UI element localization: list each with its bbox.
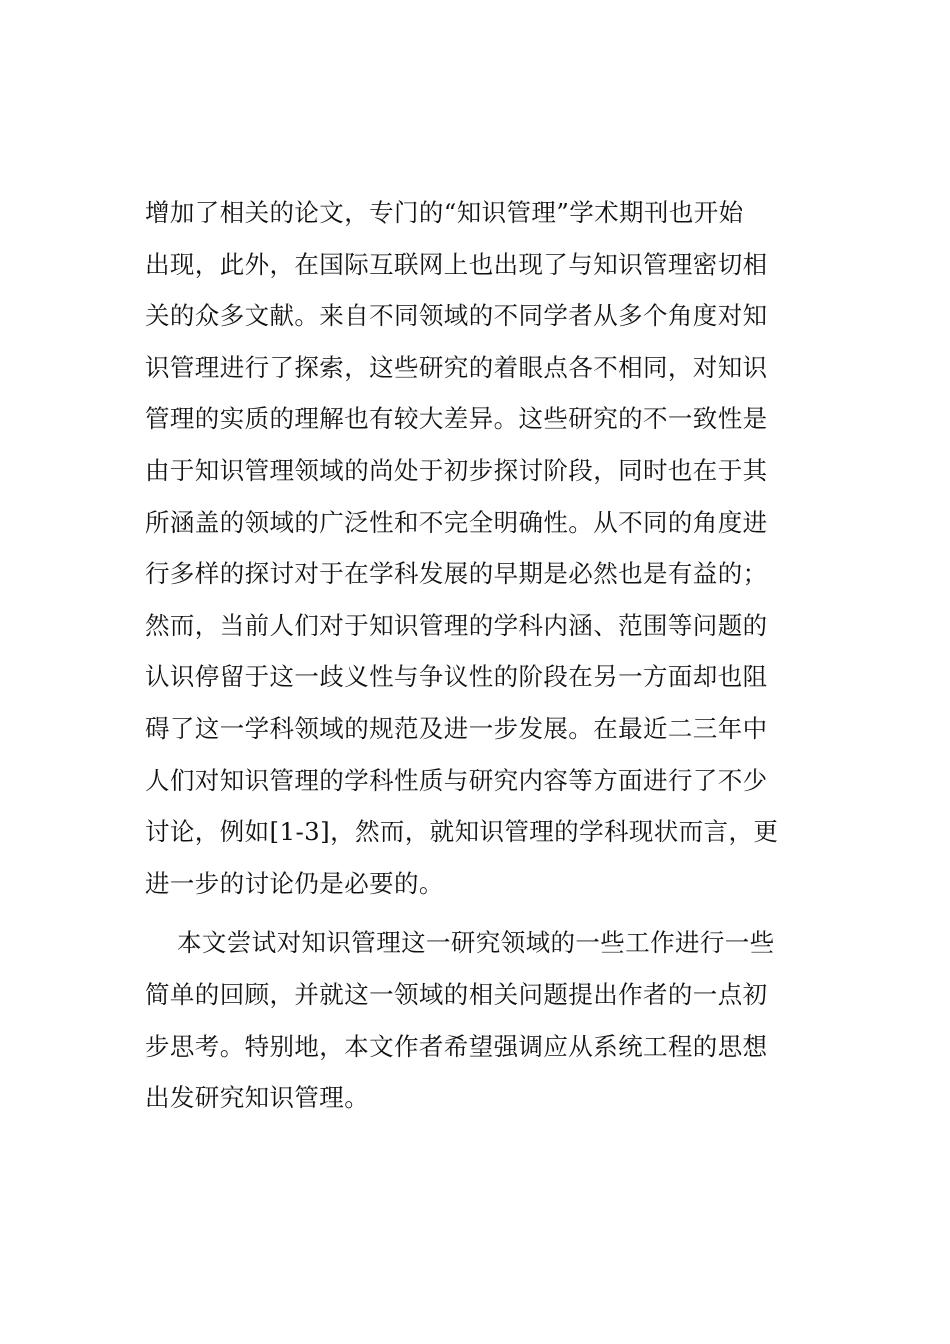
text-line: 步思考。特别地，本文作者希望强调应从系统工程的思想 bbox=[145, 1031, 768, 1061]
text-line: 关的众多文献。来自不同领域的不同学者从多个角度对知 bbox=[145, 301, 768, 331]
paragraph-2 bbox=[145, 917, 805, 1123]
text-line: 增加了相关的论文，专门的“知识管理”学术期刊也开始 bbox=[145, 198, 744, 227]
text-line: 出现，此外，在国际互联网上也出现了与知识管理密切相 bbox=[145, 249, 768, 279]
text-line: 管理的实质的理解也有较大差异。这些研究的不一致性是 bbox=[145, 404, 768, 434]
text-line: 出发研究知识管理。 bbox=[145, 1083, 370, 1113]
text-line: 讨论，例如[1-3]，然而，就知识管理的学科现状而言，更 bbox=[145, 817, 779, 847]
text-line: 所涵盖的领域的广泛性和不完全明确性。从不同的角度进 bbox=[145, 507, 768, 537]
text-line: 人们对知识管理的学科性质与研究内容等方面进行了不少 bbox=[145, 765, 768, 795]
text-line: 行多样的探讨对于在学科发展的早期是必然也是有益的； bbox=[145, 559, 768, 589]
text-line: 认识停留于这一歧义性与争议性的阶段在另一方面却也阻 bbox=[145, 662, 768, 692]
text-line: 进一步的讨论仍是必要的。 bbox=[145, 868, 444, 898]
text-line: 然而，当前人们对于知识管理的学科内涵、范围等问题的 bbox=[145, 610, 768, 640]
text-line: 识管理进行了探索，这些研究的着眼点各不相同，对知识 bbox=[145, 352, 768, 382]
paragraph-spacer bbox=[145, 909, 805, 917]
text-line: 简单的回顾，并就这一领域的相关问题提出作者的一点初 bbox=[145, 979, 768, 1009]
paragraph-1 bbox=[145, 187, 805, 909]
text-line: 本文尝试对知识管理这一研究领域的一些工作进行一些 bbox=[177, 928, 775, 958]
text-line: 碍了这一学科领域的规范及进一步发展。在最近二三年中 bbox=[145, 713, 768, 743]
text-line: 由于知识管理领域的尚处于初步探讨阶段，同时也在于其 bbox=[145, 455, 768, 485]
body-text bbox=[145, 187, 805, 1124]
